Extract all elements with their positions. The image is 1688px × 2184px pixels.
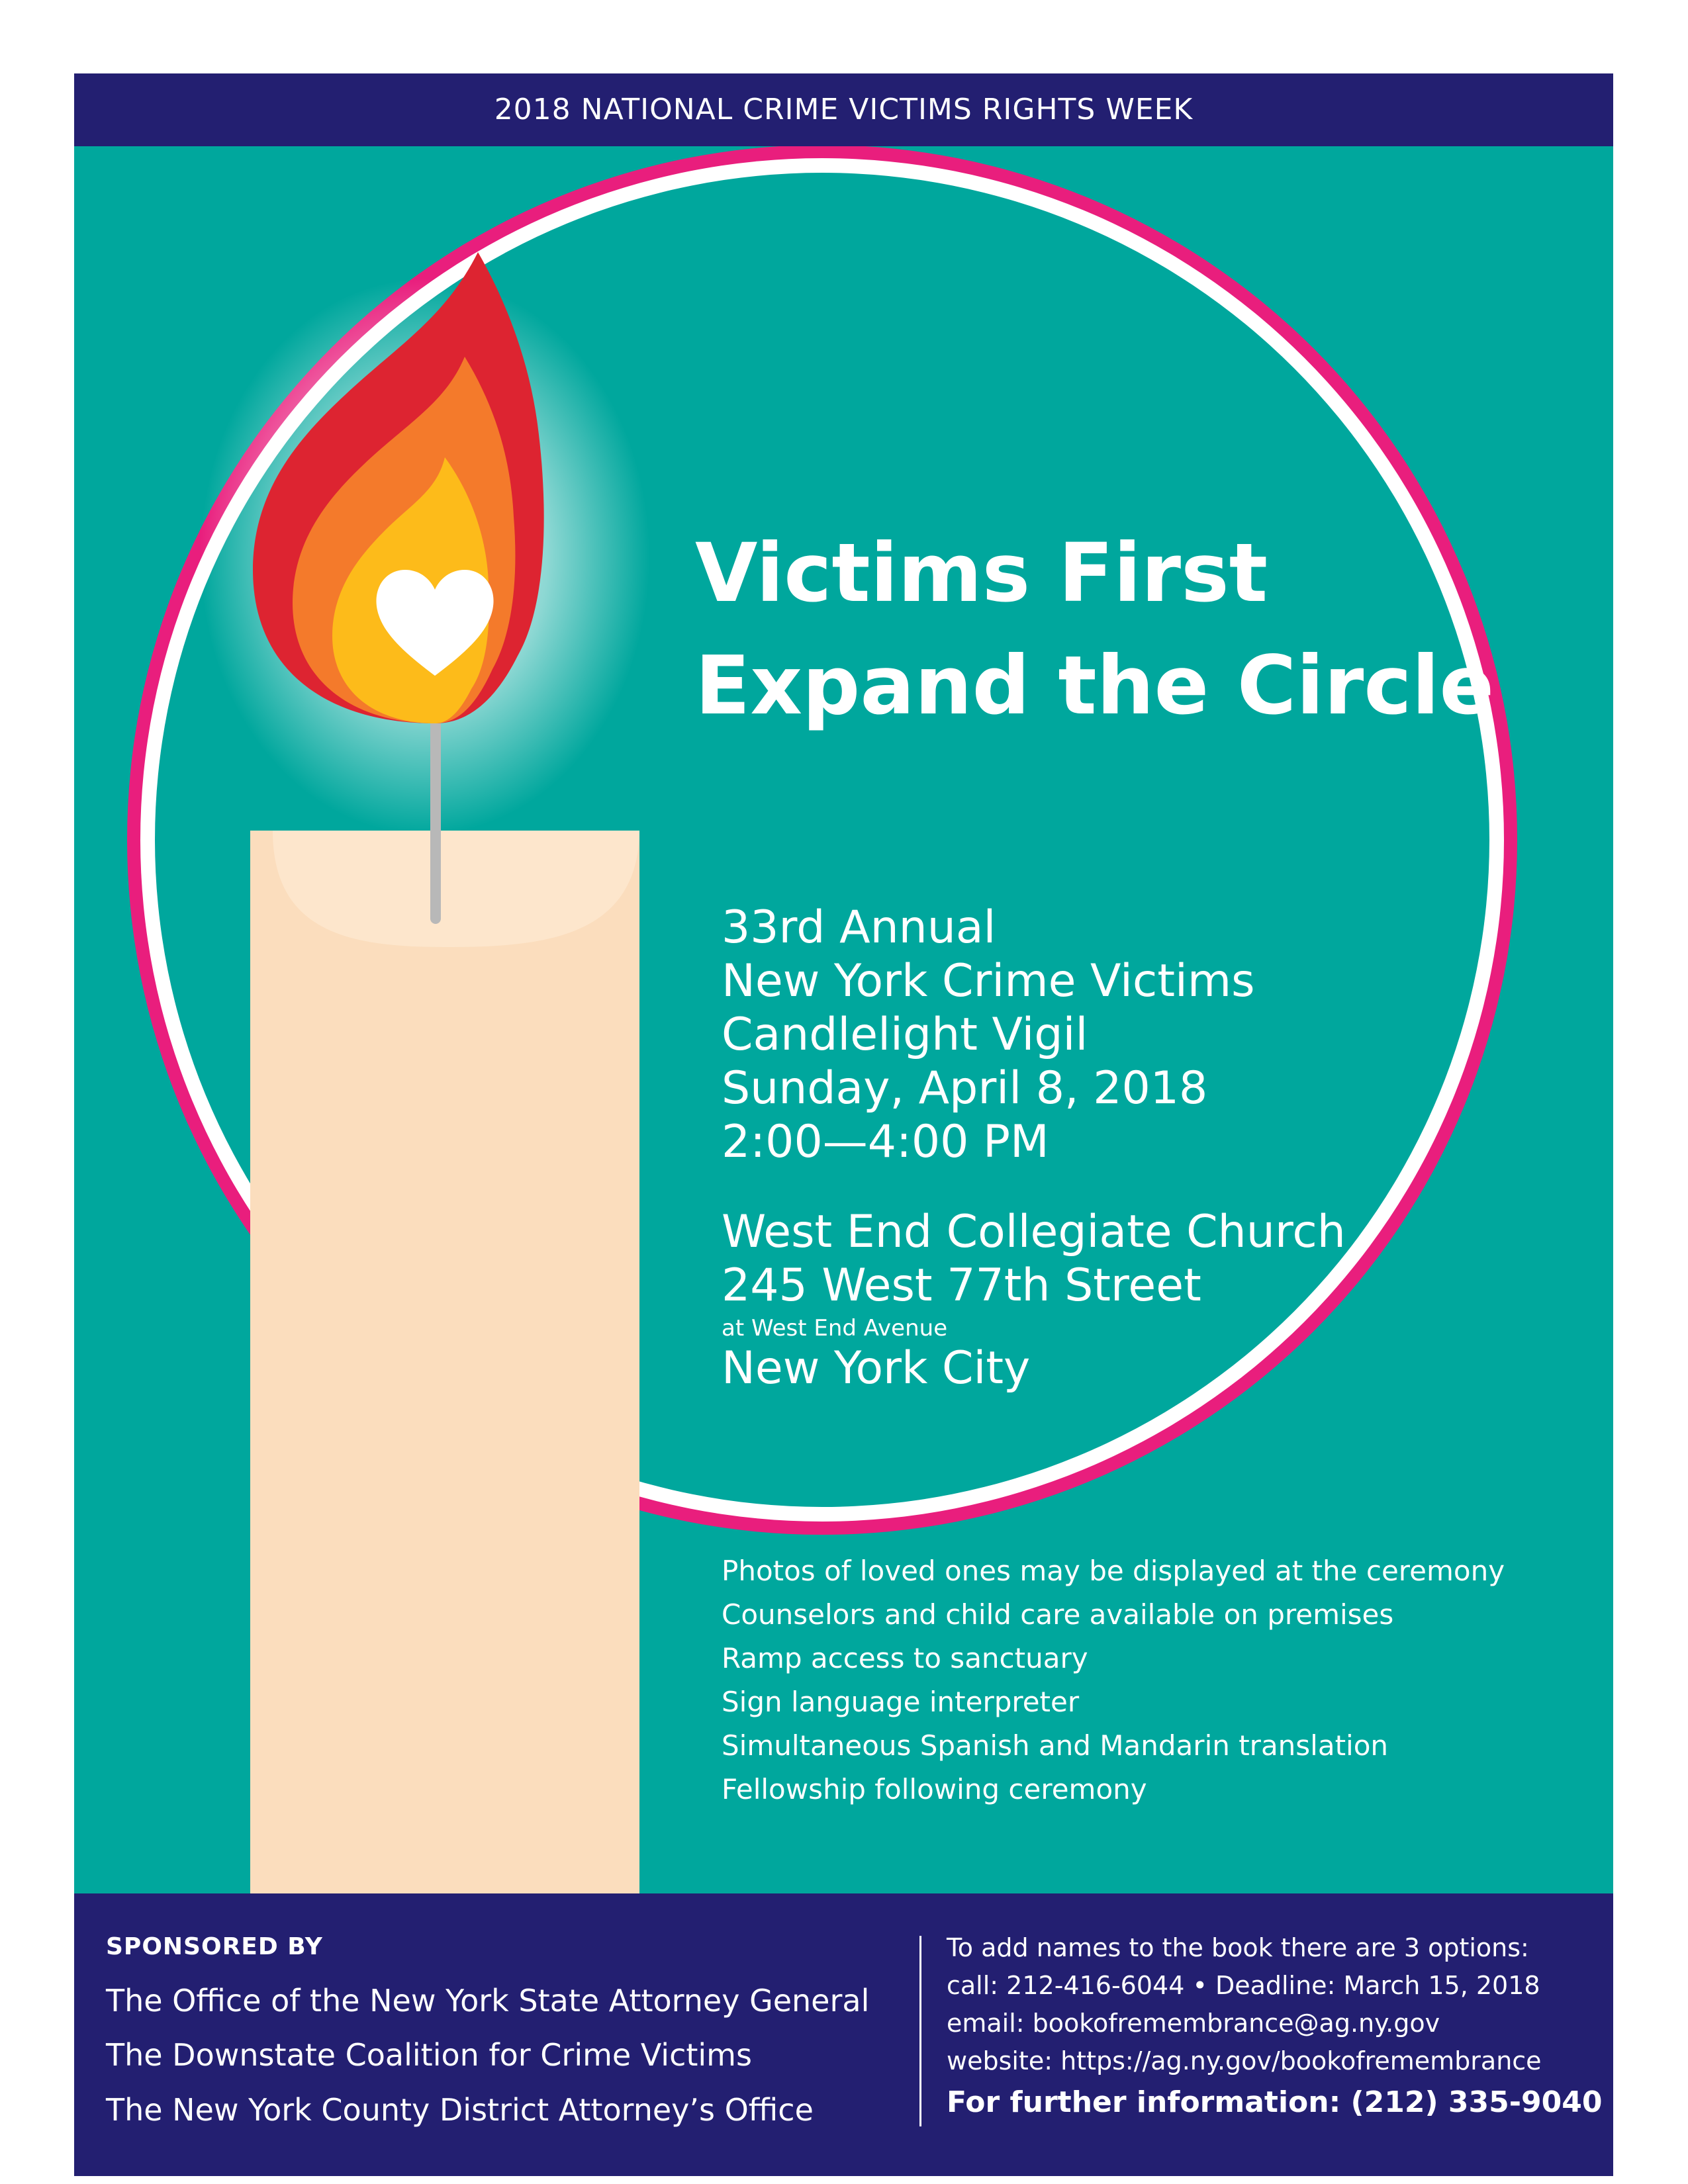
- candle-body: [250, 831, 639, 1893]
- further-info: For further information: (212) 335-9040: [947, 2085, 1603, 2119]
- amenity-item: Fellowship following ceremony: [722, 1773, 1147, 1805]
- contact-call: call: 212-416-6044 • Deadline: March 15, 2018: [947, 1971, 1540, 2000]
- event-venue: West End Collegiate Church: [722, 1206, 1346, 1258]
- event-type: Candlelight Vigil: [722, 1009, 1088, 1061]
- event-annual: 33rd Annual: [722, 901, 996, 954]
- headline-line-1: Victims First: [695, 526, 1268, 620]
- footer: [74, 1893, 1613, 2176]
- contact-website: website: https://ag.ny.gov/bookofremembrance: [947, 2046, 1542, 2075]
- contact-email: email: bookofremembrance@ag.ny.gov: [947, 2009, 1440, 2038]
- amenity-item: Photos of loved ones may be displayed at the ceremony: [722, 1555, 1505, 1587]
- main-panel: [74, 146, 1613, 1893]
- sponsor-item: The Office of the New York State Attorney General: [106, 1983, 870, 2019]
- candle-wick: [430, 705, 441, 924]
- event-name: New York Crime Victims: [722, 955, 1255, 1007]
- candle-icon: [250, 705, 639, 1893]
- event-street: 245 West 77th Street: [722, 1259, 1201, 1312]
- top-banner: [74, 73, 1613, 146]
- event-date: Sunday, April 8, 2018: [722, 1062, 1208, 1115]
- poster: [74, 73, 1613, 2128]
- headline-line-2: Expand the Circle: [695, 639, 1495, 733]
- amenity-item: Simultaneous Spanish and Mandarin translation: [722, 1729, 1389, 1762]
- top-banner-title: 2018 NATIONAL CRIME VICTIMS RIGHTS WEEK: [494, 93, 1194, 126]
- amenity-item: Ramp access to sanctuary: [722, 1642, 1088, 1674]
- event-time: 2:00—4:00 PM: [722, 1116, 1049, 1168]
- event-city: New York City: [722, 1342, 1031, 1394]
- footer-divider: [919, 1936, 921, 2126]
- sponsored-by-heading: SPONSORED BY: [106, 1933, 323, 1960]
- amenity-item: Sign language interpreter: [722, 1686, 1080, 1718]
- sponsor-item: The New York County District Attorney’s Office: [106, 2092, 814, 2128]
- sponsor-item: The Downstate Coalition for Crime Victims: [106, 2037, 752, 2073]
- contact-intro: To add names to the book there are 3 options:: [947, 1933, 1529, 1962]
- event-cross-street: at West End Avenue: [722, 1315, 948, 1342]
- amenity-item: Counselors and child care available on premises: [722, 1598, 1394, 1631]
- amenities-list: [722, 1549, 1505, 1811]
